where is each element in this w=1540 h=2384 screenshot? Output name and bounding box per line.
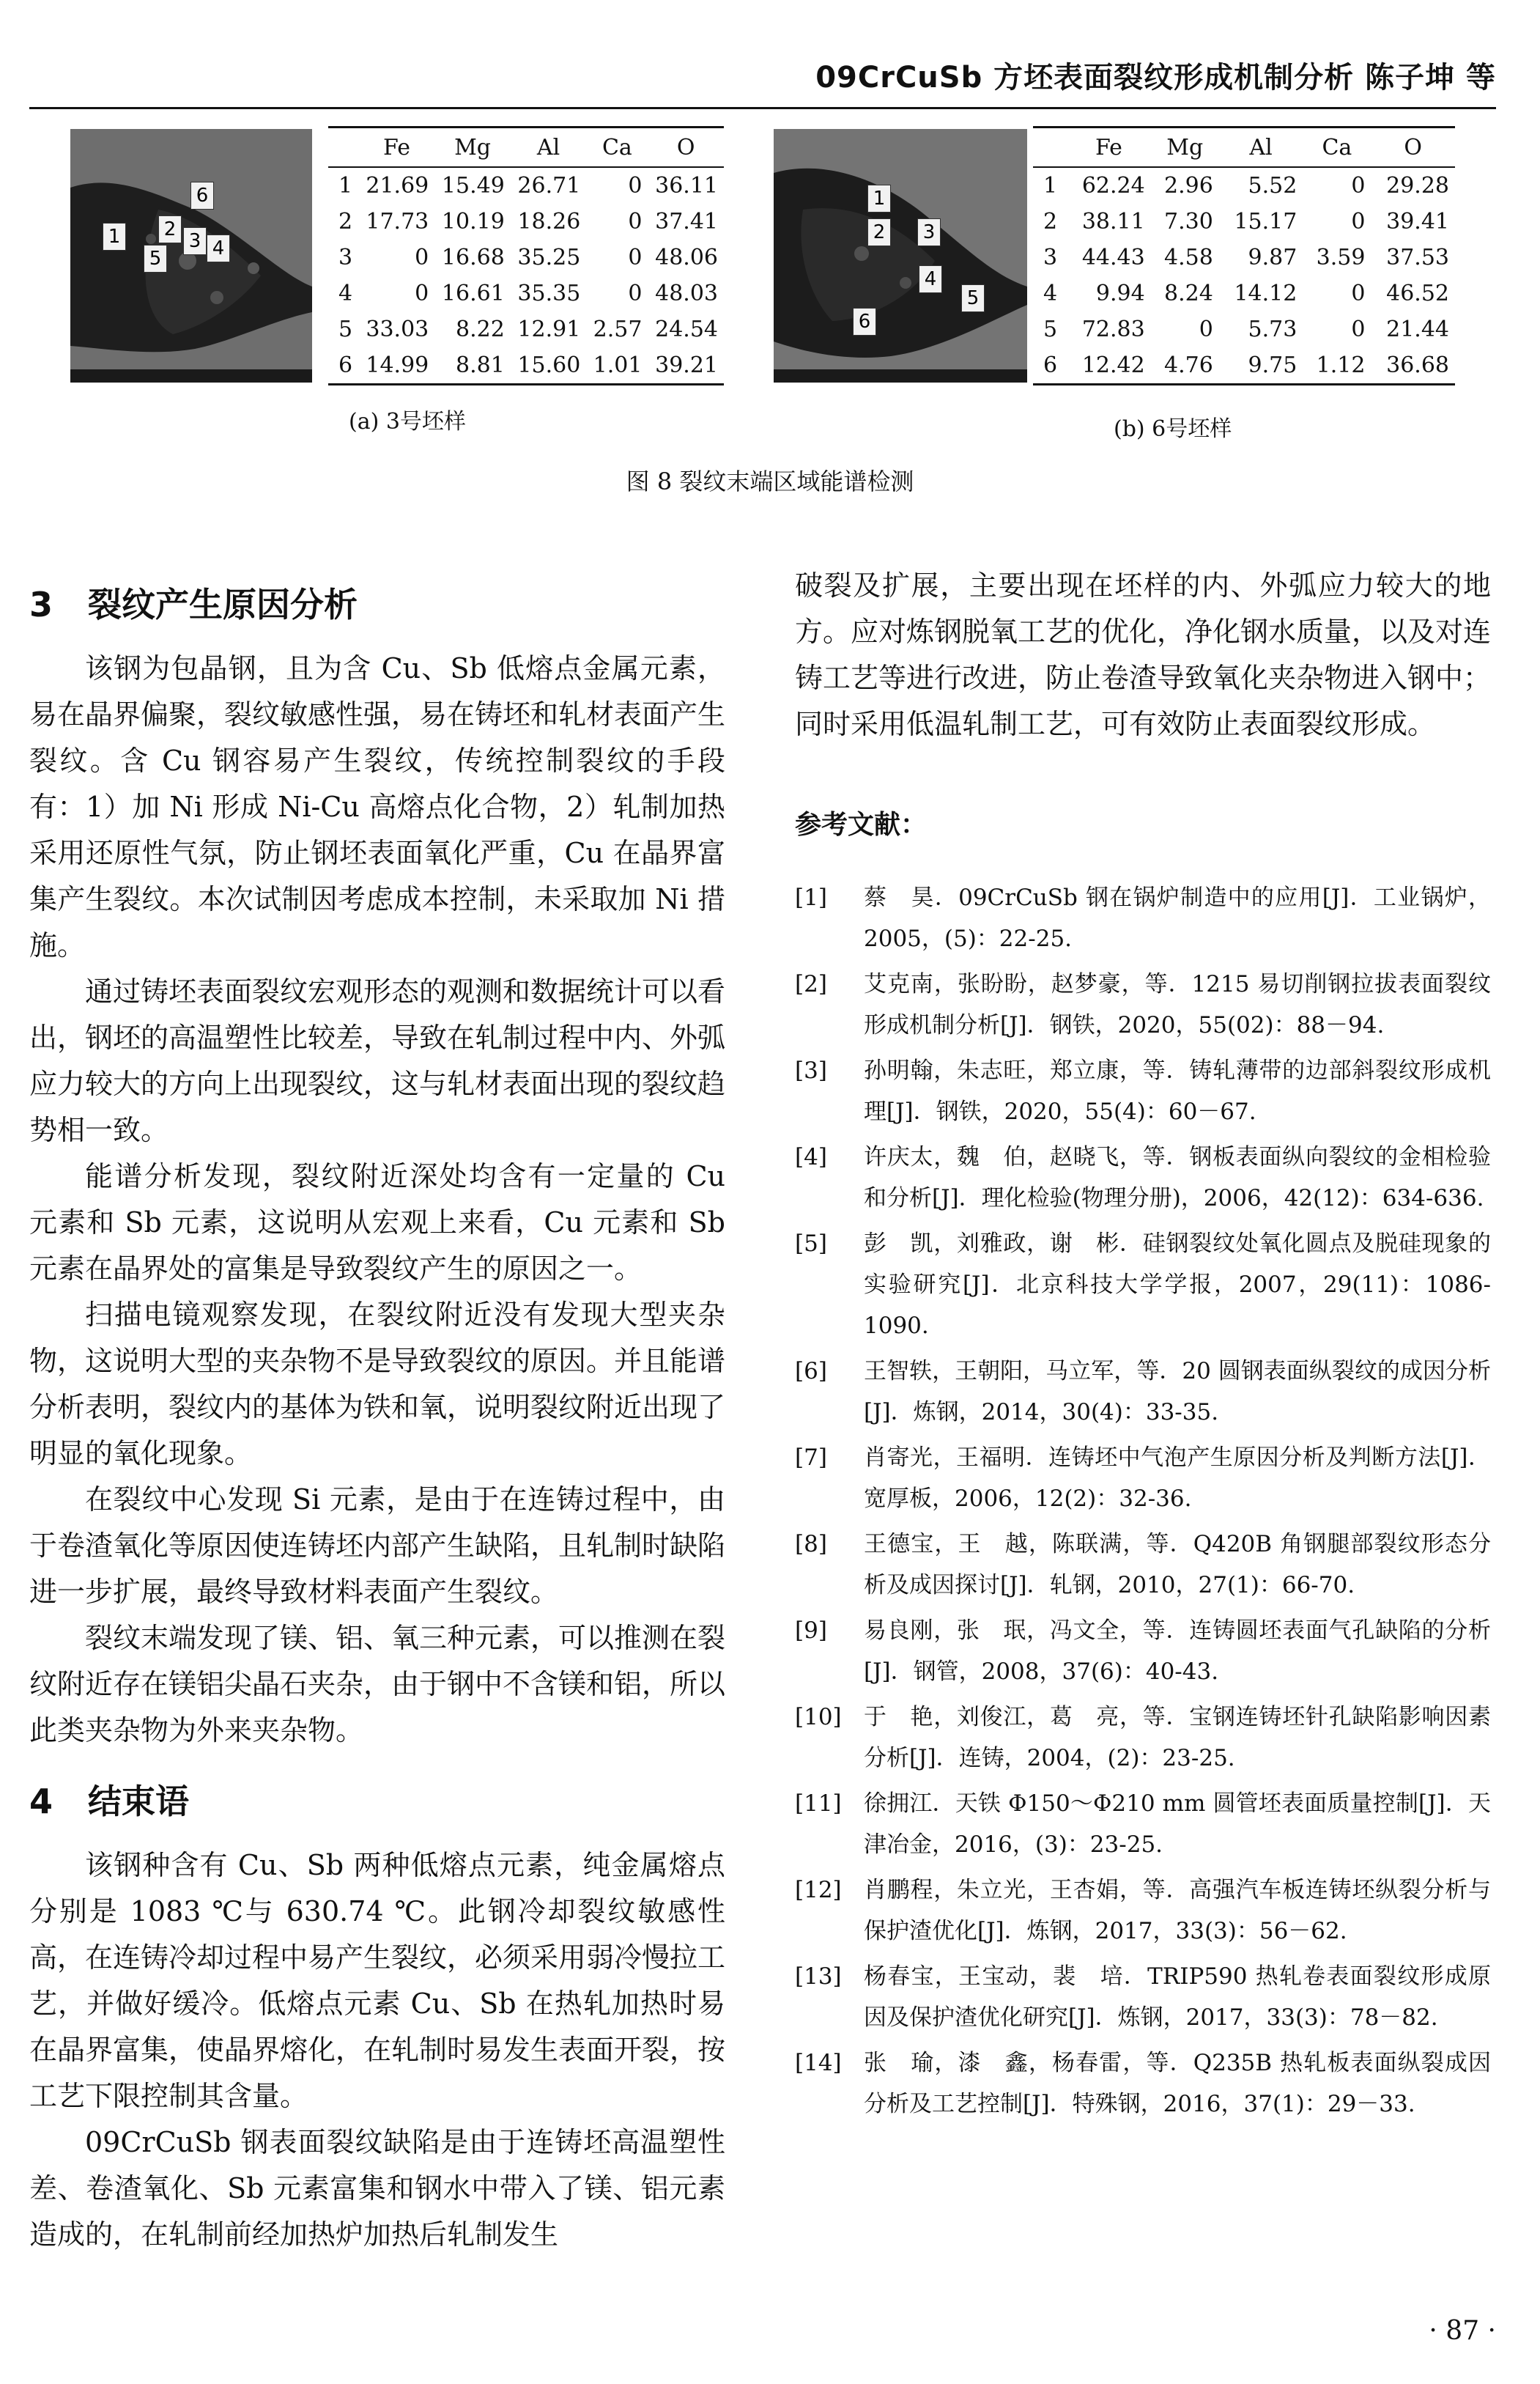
cell: 2.96 [1164,173,1213,199]
subfigure-caption-a: (a) 3号坯样 [349,409,466,435]
col-header [1033,128,1067,168]
cell: 1.01 [586,347,648,385]
cell: 48.06 [655,245,718,270]
section-number: 4 [29,1782,53,1821]
reference-item [795,964,1491,1046]
reference-text: 肖寄光，王福明．连铸坯中气泡产生原因分析及判断方法[J]．宽厚板，2006，12(2)：32-36. [864,1444,1491,1512]
cell: 4.58 [1164,245,1213,270]
reference-text: 张 瑜，漆 鑫，杨春雷，等．Q235B 热轧板表面纵裂成因分析及工艺控制[J]．特殊钢，2016，37(1)：29－33. [864,2050,1491,2117]
reference-item [795,1050,1491,1132]
reference-number: [13] [795,1963,842,1990]
cell: 5.73 [1248,317,1297,342]
cell: 0 [628,209,643,235]
spot-label: 1 [103,223,126,251]
cell: 3.59 [1316,245,1366,270]
spot-label: 1 [867,185,891,213]
cell: 18.26 [517,209,581,235]
col-header: Fe [359,128,435,168]
table-row [328,276,724,311]
table-row [328,311,724,347]
cell: 9.87 [1248,245,1297,270]
cell: 2 [1043,209,1058,235]
cell: 0 [628,245,643,270]
reference-number: [7] [795,1444,827,1471]
section-title: 裂纹产生原因分析 [88,585,358,624]
header-rule [29,107,1496,109]
reference-number: [5] [795,1230,827,1257]
scale-bar [774,369,1027,383]
cell: 72.83 [1081,317,1145,342]
cell: 2.57 [593,317,643,342]
cell: 0 [415,245,429,270]
section-heading-3 [29,582,725,628]
reference-text: 蔡 昊．09CrCuSb 钢在锅炉制造中的应用[J]．工业锅炉，2005，(5)：22-25. [864,885,1491,952]
reference-number: [14] [795,2050,842,2076]
cell: 17.73 [366,209,429,235]
reference-text: 王智轶，王朝阳，马立军，等．20 圆钢表面纵裂纹的成因分析[J]．炼钢，2014，30(4)：33-35. [864,1358,1491,1425]
reference-item [795,1783,1491,1865]
table-row [1033,167,1455,204]
spot-label: 2 [867,218,891,246]
paragraph: 该钢种含有 Cu、Sb 两种低熔点元素，纯金属熔点分别是 1083 ℃与 630.74 ℃。此钢冷却裂纹敏感性高，在连铸冷却过程中易产生裂纹，必须采用弱冷慢拉工艺，并做好缓冷。低熔点元素 Cu、Sb 在热轧加热时易在晶界富集，使晶界熔化，在轧制时易发生表面开裂，按工艺下限控制其含量。 [29,1849,726,2112]
table-row [328,167,724,204]
cell: 16.68 [441,245,505,270]
reference-number: [3] [795,1058,827,1084]
cell: 35.35 [517,281,581,306]
cell: 0 [1351,209,1366,235]
cell: 37.53 [1386,245,1449,270]
col-header: Al [511,128,587,168]
cell: 44.43 [1081,245,1145,270]
cell: 12.91 [517,317,581,342]
cell: 12.42 [1067,347,1151,385]
cell: 4 [338,281,353,306]
spot-label: 6 [190,182,214,210]
cell: 46.52 [1386,281,1449,306]
sem-image-a [70,129,312,383]
reference-text: 于 艳，刘俊江，葛 亮，等．宝钢连铸坯针孔缺陷影响因素分析[J]．连铸，2004，(2)：23-25. [864,1704,1491,1771]
cell: 15.49 [441,173,505,199]
reference-text: 艾克南，张盼盼，赵梦豪，等．1215 易切削钢拉拔表面裂纹形成机制分析[J]．钢铁，2020，55(02)：88－94. [864,971,1491,1038]
cell: 2 [338,209,353,235]
cell: 5 [1043,317,1058,342]
cell: 1 [1043,173,1058,199]
reference-item [795,1956,1491,2038]
sem-image-b [774,129,1027,383]
table-row [1033,347,1455,385]
subfigure-caption-b: (b) 6号坯样 [1114,416,1232,442]
cell: 38.11 [1081,209,1145,235]
page-number: · 87 · [1429,2316,1496,2346]
reference-item [795,1351,1491,1433]
table-header-row [1033,128,1455,168]
col-header: Mg [434,128,511,168]
spot-label: 4 [919,265,942,293]
reference-item [795,1137,1491,1219]
cell: 6 [328,347,359,385]
section-heading-4 [29,1779,725,1825]
cell: 62.24 [1081,173,1145,199]
cell: 9.75 [1219,347,1303,385]
cell: 0 [415,281,429,306]
reference-number: [2] [795,971,827,997]
cell: 5.52 [1248,173,1297,199]
paragraph: 在裂纹中心发现 Si 元素，是由于在连铸过程中，由于卷渣氧化等原因使连铸坯内部产生缺陷，且轧制时缺陷进一步扩展，最终导致材料表面产生裂纹。 [29,1483,726,1608]
cell: 33.03 [366,317,429,342]
cell: 8.22 [455,317,505,342]
cell: 0 [1351,317,1366,342]
reference-number: [8] [795,1531,827,1557]
cell: 24.54 [655,317,718,342]
col-header: Ca [586,128,648,168]
table-header-row [328,128,724,168]
reference-item [795,1697,1491,1779]
reference-number: [12] [795,1877,842,1903]
reference-number: [1] [795,885,827,911]
cell: 39.21 [648,347,724,385]
cell: 4 [1043,281,1058,306]
cell: 0 [1199,317,1213,342]
cell: 0 [1351,173,1366,199]
reference-list [795,877,1491,2125]
col-header: O [648,128,724,168]
reference-text: 易良刚，张 珉，冯文全，等．连铸圆坯表面气孔缺陷的分析[J]．钢管，2008，37(6)：40-43. [864,1617,1491,1685]
table-row [1033,311,1455,347]
reference-text: 徐拥江．天铁 Φ150～Φ210 mm 圆管坯表面质量控制[J]．天津冶金，2016，(3)：23-25. [864,1790,1491,1858]
cell: 29.28 [1386,173,1449,199]
col-header: Al [1219,128,1303,168]
reference-text: 王德宝，王 越，陈联满，等．Q420B 角钢腿部裂纹形态分析及成因探讨[J]．轧钢，2010，27(1)：66-70. [864,1531,1491,1598]
table-row [1033,240,1455,276]
paragraph: 裂纹末端发现了镁、铝、氧三种元素，可以推测在裂纹附近存在镁铝尖晶石夹杂，由于钢中不含镁和铝，所以此类夹杂物为外来夹杂物。 [29,1622,726,1746]
cell: 14.99 [359,347,435,385]
cell: 36.68 [1371,347,1455,385]
cell: 9.94 [1095,281,1145,306]
eds-table-b [1033,126,1455,385]
cell: 36.11 [655,173,718,199]
reference-text: 孙明翰，朱志旺，郑立康，等．铸轧薄带的边部斜裂纹形成机理[J]．钢铁，2020，55(4)：60－67. [864,1058,1491,1125]
cell: 6 [1033,347,1067,385]
table-row [328,240,724,276]
spot-label: 3 [183,227,207,255]
spot-label: 5 [144,245,167,273]
col-header: Ca [1303,128,1371,168]
running-header: 09CrCuSb 方坯表面裂纹形成机制分析 陈子坤 等 [815,61,1496,95]
spot-label: 5 [961,284,985,312]
section-number: 3 [29,585,53,624]
reference-text: 彭 凯，刘雅政，谢 彬．硅钢裂纹处氧化圆点及脱硅现象的实验研究[J]．北京科技大学学报，2007，29(11)：1086-1090. [864,1230,1491,1339]
eds-table-a [328,126,724,385]
reference-item [795,1610,1491,1692]
table-row [1033,276,1455,311]
sem-texture-a [70,129,312,383]
table-row [328,204,724,240]
reference-number: [9] [795,1617,827,1644]
table-row [1033,204,1455,240]
reference-text: 肖鹏程，朱立光，王杏娟，等．高强汽车板连铸坯纵裂分析与保护渣优化[J]．炼钢，2017，33(3)：56－62. [864,1877,1491,1944]
cell: 26.71 [517,173,581,199]
cell: 14.12 [1234,281,1297,306]
paragraph: 该钢为包晶钢，且为含 Cu、Sb 低熔点金属元素，易在晶界偏聚，裂纹敏感性强，易在铸坯和轧材表面产生裂纹。含 Cu 钢容易产生裂纹，传统控制裂纹的手段有：1）加 Ni 形成 Ni-Cu 高熔点化合物，2）轧制加热采用还原性气氛，防止钢坯表面氧化严重，Cu 在晶界富集产生裂纹。本次试制因考虑成本控制，未采取加 Ni 措施。 [29,652,726,962]
cell: 0 [628,173,643,199]
cell: 1 [338,173,353,199]
spot-label: 3 [917,218,941,246]
cell: 10.19 [441,209,505,235]
col-header: Fe [1067,128,1151,168]
cell: 0 [1351,281,1366,306]
cell: 16.61 [441,281,505,306]
spot-label: 2 [158,215,182,243]
cell: 39.41 [1386,209,1449,235]
reference-item [795,1524,1491,1606]
cell: 7.30 [1164,209,1213,235]
cell: 37.41 [655,209,718,235]
spot-label: 6 [853,308,876,336]
reference-number: [10] [795,1704,842,1730]
reference-item [795,877,1491,959]
cell: 8.81 [434,347,511,385]
reference-item [795,1870,1491,1952]
reference-item [795,1437,1491,1519]
cell: 5 [338,317,353,342]
scale-bar [70,369,312,383]
section-title: 结束语 [88,1782,189,1821]
reference-text: 许庆太，魏 伯，赵晓飞，等．钢板表面纵向裂纹的金相检验和分析[J]．理化检验(物理分册)，2006，42(12)：634-636. [864,1144,1491,1211]
col-header: O [1371,128,1455,168]
left-column [29,557,725,2258]
cell: 21.69 [366,173,429,199]
cell: 35.25 [517,245,581,270]
spot-label: 4 [207,235,230,262]
cell: 15.17 [1234,209,1297,235]
paragraph: 能谱分析发现，裂纹附近深处均含有一定量的 Cu 元素和 Sb 元素，这说明从宏观上来看，Cu 元素和 Sb 元素在晶界处的富集是导致裂纹产生的原因之一。 [29,1160,725,1285]
col-header: Mg [1151,128,1219,168]
cell: 3 [1043,245,1058,270]
paragraph: 通过铸坯表面裂纹宏观形态的观测和数据统计可以看出，钢坯的高温塑性比较差，导致在轧制过程中内、外弧应力较大的方向上出现裂纹，这与轧材表面出现的裂纹趋势相一致。 [29,975,726,1146]
cell: 21.44 [1386,317,1449,342]
col-header [328,128,359,168]
reference-number: [4] [795,1144,827,1170]
reference-item [795,2042,1491,2125]
paragraph: 扫描电镜观察发现，在裂纹附近没有发现大型夹杂物，这说明大型的夹杂物不是导致裂纹的原因。并且能谱分析表明，裂纹内的基体为铁和氧，说明裂纹附近出现了明显的氧化现象。 [29,1299,726,1469]
paragraph-continuation: 破裂及扩展，主要出现在坯样的内、外弧应力较大的地方。应对炼钢脱氧工艺的优化，净化钢水质量，以及对连铸工艺等进行改进，防止卷渣导致氧化夹杂物进入钢中；同时采用低温轧制工艺，可有效防止表面裂纹形成。 [795,569,1492,740]
sem-texture-b [774,129,1027,383]
references-title: 参考文献： [795,810,928,840]
cell: 15.60 [511,347,587,385]
cell: 8.24 [1164,281,1213,306]
paragraph: 09CrCuSb 钢表面裂纹缺陷是由于连铸坯高温塑性差、卷渣氧化、Sb 元素富集和钢水中带入了镁、铝元素造成的，在轧制前经加热炉加热后轧制发生 [29,2126,725,2251]
reference-number: [6] [795,1358,827,1384]
table-row [328,347,724,385]
reference-item [795,1223,1491,1346]
cell: 3 [338,245,353,270]
reference-text: 杨春宝，王宝动，裴 培．TRIP590 热轧卷表面裂纹形成原因及保护渣优化研究[J]．炼钢，2017，33(3)：78－82. [864,1963,1491,2031]
right-column [795,563,1491,2129]
cell: 1.12 [1303,347,1371,385]
cell: 4.76 [1151,347,1219,385]
figure-caption: 图 8 裂纹末端区域能谱检测 [626,468,914,495]
cell: 0 [628,281,643,306]
cell: 48.03 [655,281,718,306]
reference-number: [11] [795,1790,842,1817]
